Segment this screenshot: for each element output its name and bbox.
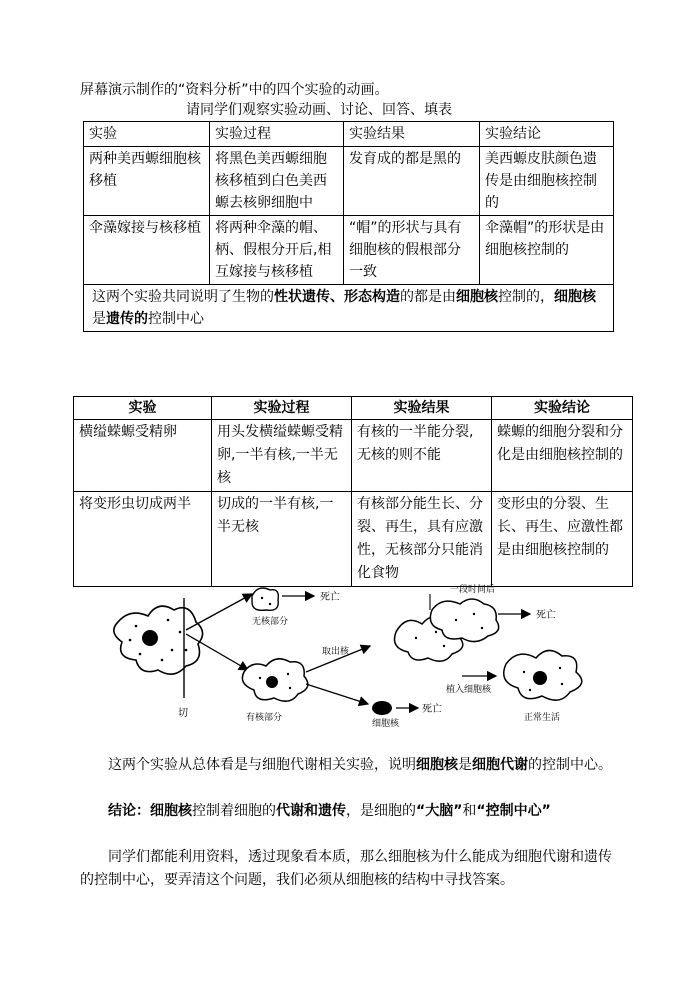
bold-span: 细胞代谢 bbox=[472, 757, 528, 773]
header-cell: 实验结果 bbox=[352, 397, 492, 420]
table-row bbox=[74, 420, 633, 492]
summary-bold: 遗传的 bbox=[106, 311, 148, 327]
table-cell: 用头发横缢蝾螈受精卵,一半有核,一半无核 bbox=[212, 420, 352, 492]
label-insert-nucleus: 植入细胞核 bbox=[446, 685, 492, 695]
label-some-time: 一段时间后 bbox=[450, 585, 496, 595]
summary-text: 这两个实验共同说明了生物的 bbox=[92, 289, 274, 305]
text-span: 的控制中心。 bbox=[528, 757, 612, 773]
header-cell: 实验过程 bbox=[210, 122, 344, 147]
table-cell: 切成的一半有核,一半无核 bbox=[212, 492, 352, 587]
isolated-nucleus bbox=[372, 701, 392, 715]
summary-bold: 、 bbox=[330, 289, 344, 305]
header-cell: 实验结论 bbox=[480, 122, 614, 147]
table-cell: 将黑色美西螈细胞核移植到白色美西螈去核卵细胞中 bbox=[210, 147, 344, 216]
table-header-row bbox=[84, 122, 614, 147]
label-remove-nucleus: 取出核 bbox=[322, 647, 350, 657]
table-row bbox=[74, 492, 633, 587]
label-death-3: 死亡 bbox=[422, 704, 442, 715]
header-cell: 实验 bbox=[84, 122, 210, 147]
table-cell: 将两种伞藻的帽、柄、假根分开后,相互嫁接与核移植 bbox=[210, 216, 344, 285]
label-with-nucleus: 有核部分 bbox=[246, 713, 283, 723]
paragraph-metabolism bbox=[80, 754, 620, 777]
bold-span: 细胞核 bbox=[416, 757, 458, 773]
table-cell: 发育成的都是黑的 bbox=[344, 147, 480, 216]
table-cell: 横缢蝾螈受精卵 bbox=[74, 420, 212, 492]
label-death-1: 死亡 bbox=[320, 592, 340, 603]
label-normal-life: 正常生活 bbox=[524, 713, 561, 723]
summary-bold: 形态构造 bbox=[344, 289, 400, 305]
bold-span: 代谢和遗传 bbox=[276, 803, 346, 819]
table-cell: 美西螈皮肤颜色遗传是由细胞核控制的 bbox=[480, 147, 614, 216]
table-cell: 蝾螈的细胞分裂和分化是由细胞核控制的 bbox=[492, 420, 633, 492]
table-row bbox=[84, 147, 614, 216]
summary-bold: 性状遗传 bbox=[274, 289, 330, 305]
no-nucleus-part bbox=[252, 588, 278, 610]
text-span: ，是细胞的 bbox=[346, 803, 416, 819]
summary-text: 是 bbox=[92, 311, 106, 327]
table1-caption: 请同学们观察实验动画、讨论、回答、填表 bbox=[186, 102, 452, 118]
paragraph-question: 同学们都能利用资料，透过现象看本质，那么细胞核为什么能成为细胞代谢和遗传的控制中心，要弄清这个问题，我们必须从细胞核的结构中寻找答案。 bbox=[80, 849, 612, 888]
table-row bbox=[84, 216, 614, 285]
table-cell: 变形虫的分裂、生长、再生、应激性都是由细胞核控制的 bbox=[492, 492, 633, 587]
table-header-row bbox=[74, 397, 633, 420]
header-cell: 实验结论 bbox=[492, 397, 633, 420]
table-cell: 有核部分能生长、分裂、再生，具有应激性，无核部分只能消化食物 bbox=[352, 492, 492, 587]
paragraph-conclusion bbox=[80, 800, 620, 823]
text-span: 这两个实验从总体看是与细胞代谢相关实验，说明 bbox=[108, 757, 416, 773]
table-cell: 将变形虫切成两半 bbox=[74, 492, 212, 587]
table-cell: 两种美西螈细胞核移植 bbox=[84, 147, 210, 216]
text-span: 是 bbox=[458, 757, 472, 773]
header-cell: 实验 bbox=[74, 397, 212, 420]
bold-span: “控制中心” bbox=[476, 803, 551, 819]
experiment-table-1 bbox=[83, 121, 614, 332]
summary-bold: 细胞核 bbox=[456, 289, 498, 305]
label-nucleus: 细胞核 bbox=[372, 719, 400, 729]
header-cell: 实验结果 bbox=[344, 122, 480, 147]
table-summary-row bbox=[84, 285, 614, 332]
summary-bold: 细胞核 bbox=[554, 289, 596, 305]
amoeba-experiment-diagram bbox=[100, 580, 620, 730]
label-death-2: 死亡 bbox=[536, 610, 556, 621]
summary-text: 的都是由 bbox=[400, 289, 456, 305]
bold-span: “大脑” bbox=[416, 803, 463, 819]
experiment-table-2 bbox=[73, 396, 633, 587]
summary-text: 控制中心 bbox=[148, 311, 204, 327]
table-cell: 伞藻嫁接与核移植 bbox=[84, 216, 210, 285]
summary-cell bbox=[84, 285, 614, 332]
summary-text: 控制的， bbox=[498, 289, 554, 305]
table-cell: 有核的一半能分裂,无核的则不能 bbox=[352, 420, 492, 492]
label-no-nucleus: 无核部分 bbox=[252, 617, 289, 627]
label-cut: 切 bbox=[178, 708, 188, 719]
text-span: 和 bbox=[462, 803, 477, 819]
text-span: 控制着细胞的 bbox=[192, 803, 276, 819]
header-cell: 实验过程 bbox=[212, 397, 352, 420]
original-amoeba-cell bbox=[114, 606, 203, 674]
amoeba-nucleus bbox=[142, 630, 158, 646]
bold-span: 结论：细胞核 bbox=[108, 803, 192, 819]
table-cell: “帽”的形状与具有细胞核的假根部分一致 bbox=[344, 216, 480, 285]
table-cell: 伞藻帽”的形状是由细胞核控制的 bbox=[480, 216, 614, 285]
intro-line: 屏幕演示制作的“资料分析”中的四个实验的动画。 bbox=[80, 82, 389, 98]
